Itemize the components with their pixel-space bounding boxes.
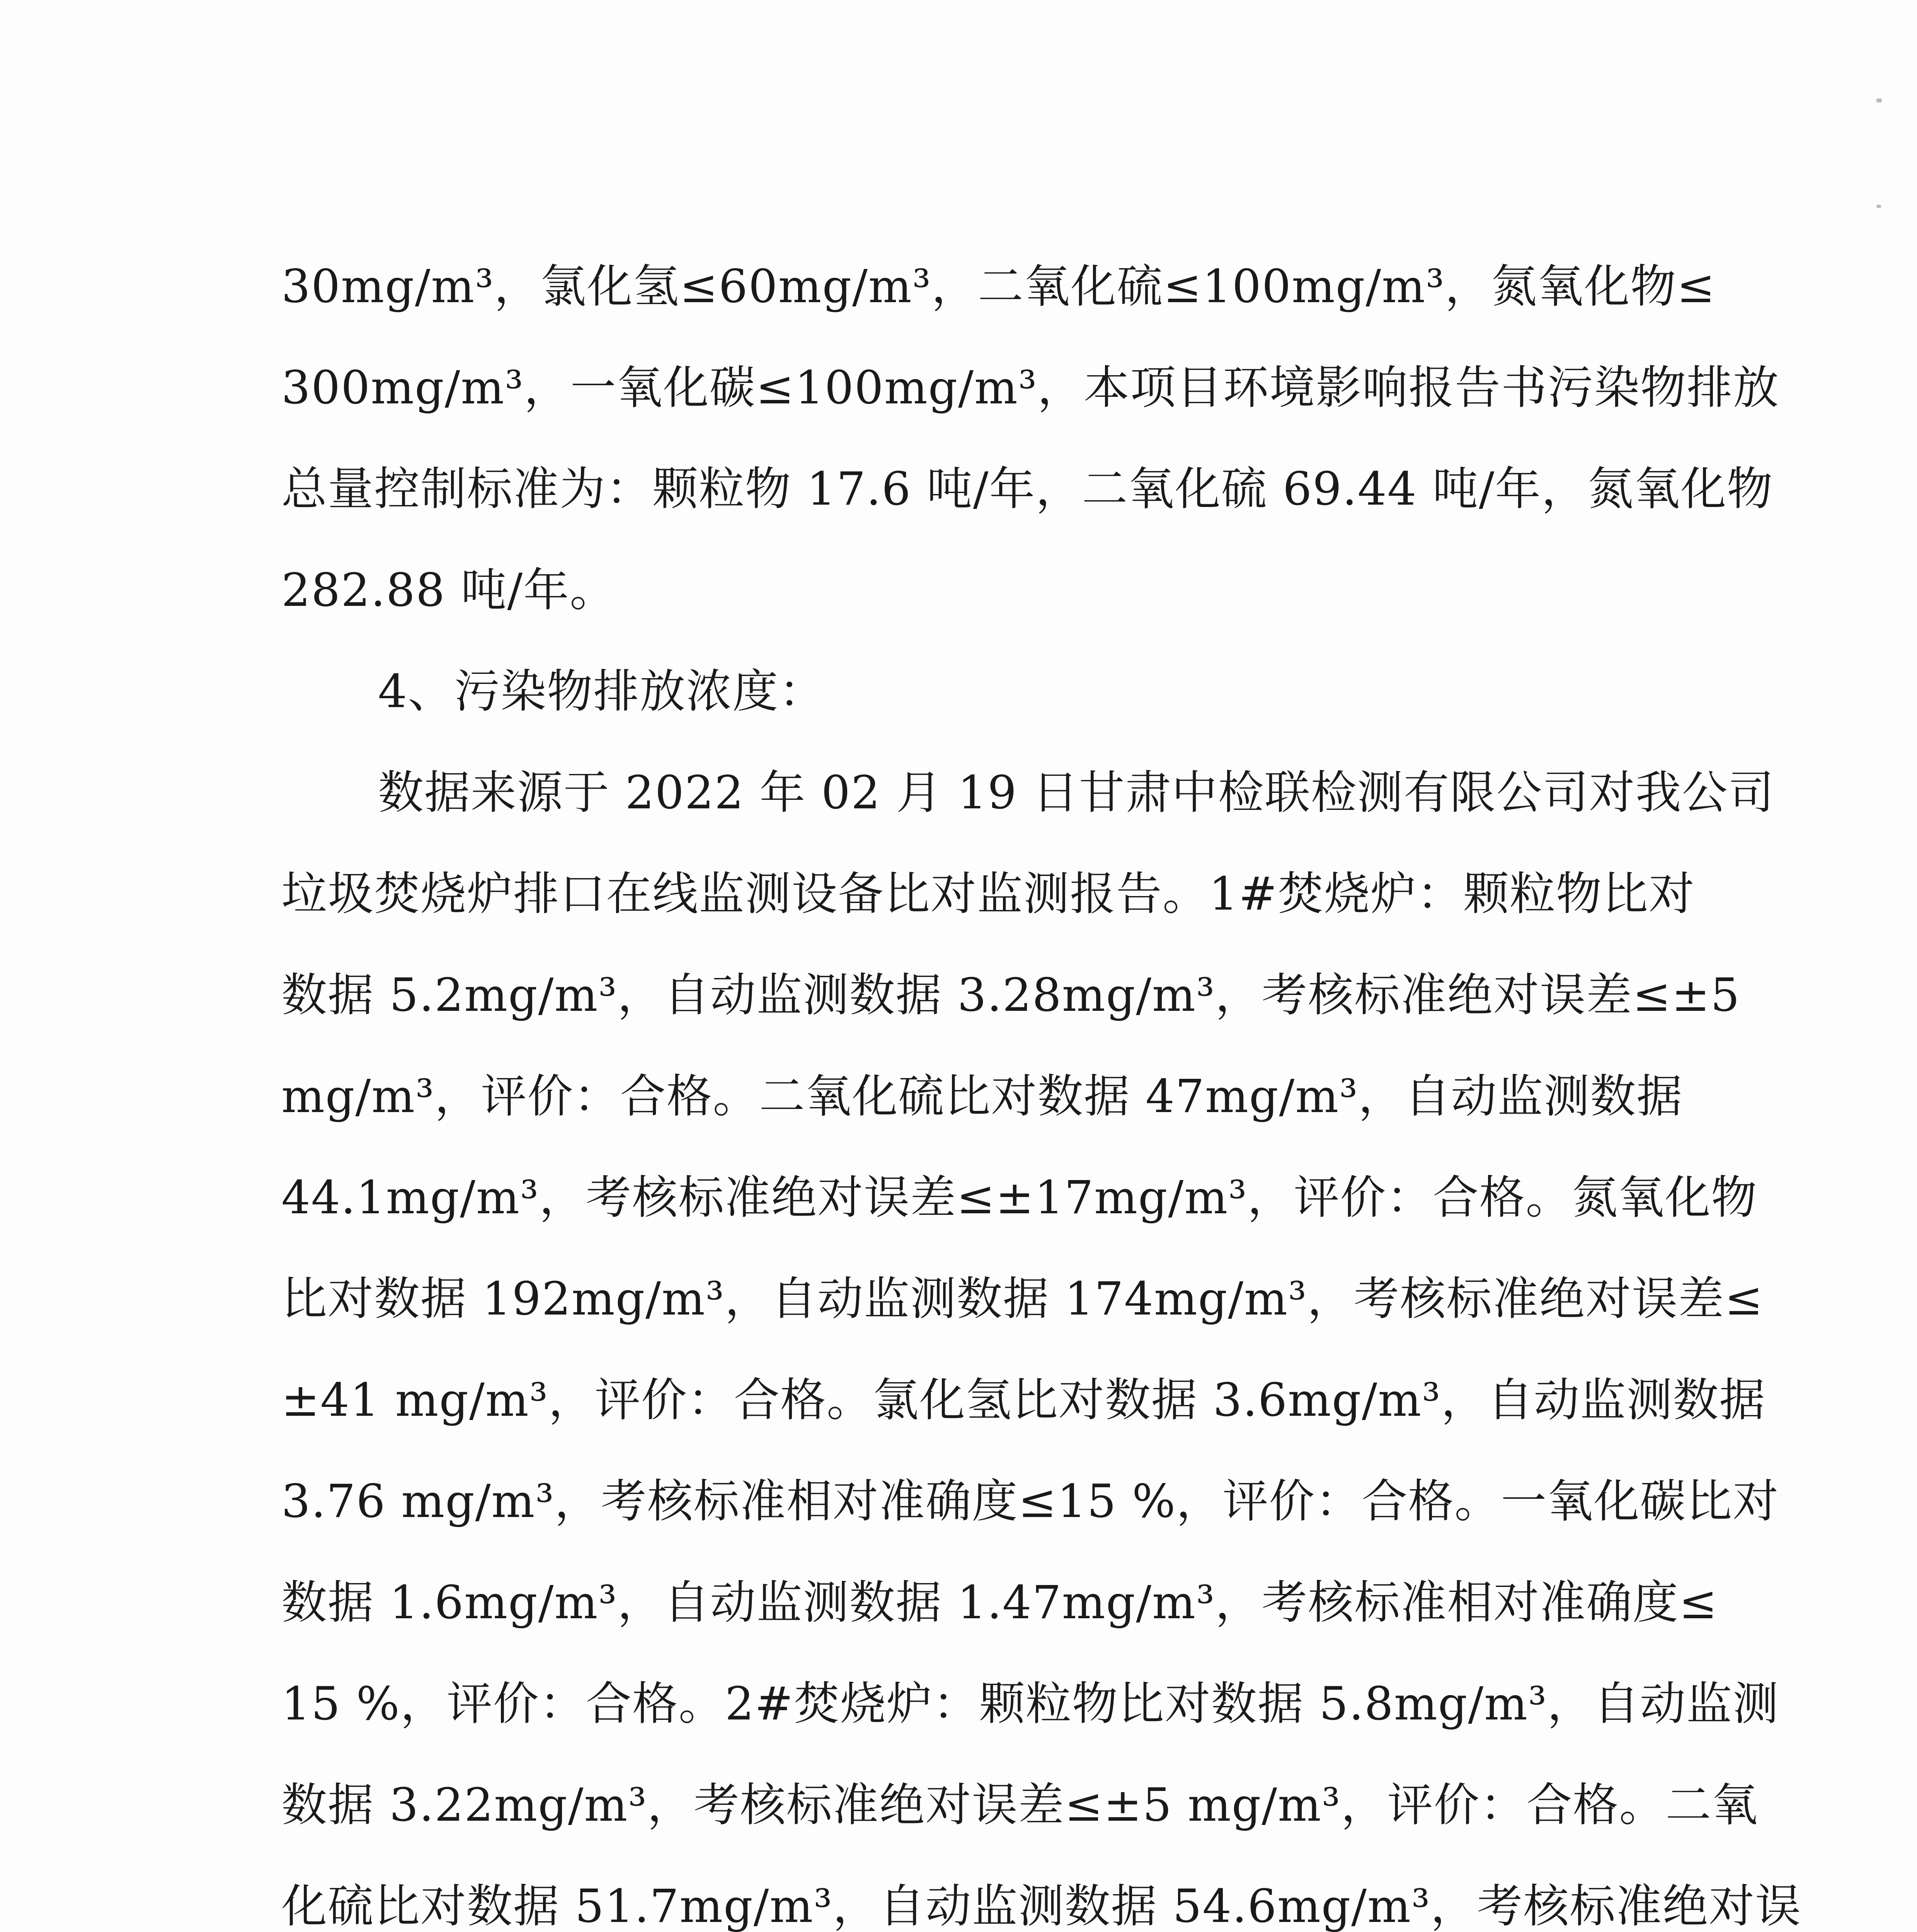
paragraph-line: 3.76 mg/m³，考核标准相对准确度≤15 %，评价：合格。一氧化碳比对	[281, 1475, 1779, 1528]
paragraph-line: 数据 1.6mg/m³，自动监测数据 1.47mg/m³，考核标准相对准确度≤	[281, 1576, 1718, 1629]
paragraph-line: ±41 mg/m³，评价：合格。氯化氢比对数据 3.6mg/m³，自动监测数据	[281, 1373, 1766, 1427]
paragraph-line: 比对数据 192mg/m³，自动监测数据 174mg/m³，考核标准绝对误差≤	[281, 1272, 1764, 1325]
paragraph-line: 数据 3.22mg/m³，考核标准绝对误差≤±5 mg/m³，评价：合格。二氧	[281, 1778, 1759, 1832]
body-text	[281, 236, 1802, 1932]
text-line: 300mg/m³，一氧化碳≤100mg/m³，本项目环境影响报告书污染物排放	[281, 361, 1780, 414]
text-line: 总量控制标准为：颗粒物 17.6 吨/年，二氧化硫 69.44 吨/年，氮氧化物	[281, 462, 1774, 515]
paragraph-line: mg/m³，评价：合格。二氧化硫比对数据 47mg/m³，自动监测数据	[281, 1070, 1683, 1123]
text-line: 282.88 吨/年。	[281, 563, 616, 617]
paragraph-line: 垃圾焚烧炉排口在线监测设备比对监测报告。1#焚烧炉：颗粒物比对	[281, 867, 1695, 920]
paragraph-line: 数据 5.2mg/m³，自动监测数据 3.28mg/m³，考核标准绝对误差≤±5	[281, 968, 1740, 1022]
section-heading: 4、污染物排放浓度：	[378, 665, 826, 718]
scan-speck	[1876, 99, 1882, 102]
text-line: 30mg/m³，氯化氢≤60mg/m³，二氧化硫≤100mg/m³，氮氧化物≤	[281, 260, 1716, 313]
paragraph-line: 15 %，评价：合格。2#焚烧炉：颗粒物比对数据 5.8mg/m³，自动监测	[281, 1677, 1779, 1730]
paragraph-line: 44.1mg/m³，考核标准绝对误差≤±17mg/m³，评价：合格。氮氧化物	[281, 1171, 1758, 1224]
paragraph-line: 数据来源于 2022 年 02 月 19 日甘肃中检联检测有限公司对我公司	[378, 766, 1775, 819]
scan-speck	[1876, 205, 1881, 208]
paragraph-line: 化硫比对数据 51.7mg/m³，自动监测数据 54.6mg/m³，考核标准绝对误	[281, 1879, 1802, 1932]
